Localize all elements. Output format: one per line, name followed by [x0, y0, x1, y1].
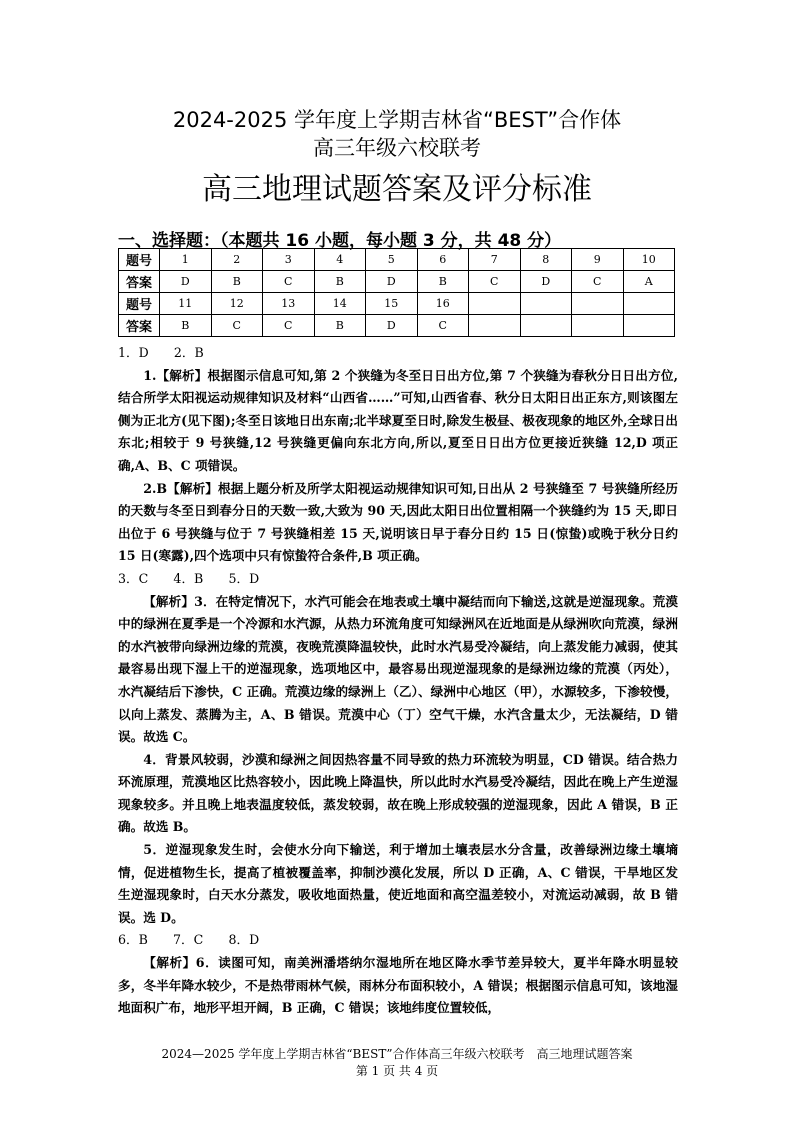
- row-label: 题号: [119, 293, 160, 315]
- answer-cell: D: [160, 271, 212, 293]
- answer-cell: [520, 315, 572, 337]
- question-number: [623, 293, 675, 315]
- question-number: 16: [417, 293, 469, 315]
- answer-cell: C: [263, 271, 315, 293]
- answer-table: [118, 248, 675, 337]
- explanation-1: 1.【解析】根据图示信息可知,第 2 个狭缝为冬至日日出方位,第 7 个狭缝为春秋分日日出方位,结合所学太阳视运动规律知识及材料“山西省……”可知,山西省春、秋分日太阳日出正东方,则该图左侧为正北方(见下图);冬至日该地日出东南;北半球夏至日时,除发生极昼、极夜现象的地区外,全球日出东北;相较于 9 号狭缝,12 号狭缝更偏向东北方向,所以,夏至日日出方位更接近狭缝 12,D 项正确,A、B、C 项错误。: [118, 367, 678, 473]
- table-row: [119, 293, 675, 315]
- question-number: 5: [366, 249, 418, 271]
- explanation-4: 4．背景风较弱，沙漠和绿洲之间因热容量不同导致的热力环流较为明显，CD 错误。结合热力环流原理，荒漠地区比热容较小，因此晚上降温快，所以此时水汽易受冷凝结，因此在晚上产生逆湿现象较多。并且晚上地表温度较低，蒸发较弱，故在晚上形成较强的逆湿现象，因此 A 错误，B 正确。故选 B。: [118, 751, 678, 835]
- answer-cell: C: [263, 315, 315, 337]
- question-number: 8: [520, 249, 572, 271]
- question-number: 6: [417, 249, 469, 271]
- answer-cell: [623, 315, 675, 337]
- question-number: [520, 293, 572, 315]
- answer-cell: C: [572, 271, 624, 293]
- answer-summary-1-2: 1．D 2．B: [118, 345, 204, 360]
- answer-cell: D: [366, 315, 418, 337]
- table-row: [119, 315, 675, 337]
- question-number: [469, 293, 521, 315]
- row-label: 答案: [119, 271, 160, 293]
- answer-cell: [469, 315, 521, 337]
- page-footer: [0, 1046, 794, 1080]
- answer-cell: B: [314, 271, 366, 293]
- table-row: [119, 271, 675, 293]
- question-number: 4: [314, 249, 366, 271]
- answer-summary-6-8: 6．B 7．C 8．D: [118, 932, 260, 948]
- answer-explanations: [118, 342, 678, 1020]
- page-title: 高三地理试题答案及评分标准: [202, 172, 592, 207]
- question-number: 3: [263, 249, 315, 271]
- explanation-2: 2.B【解析】根据上题分析及所学太阳视运动规律知识可知,日出从 2 号狭缝至 7 号狭缝所经历的天数与冬至日到春分日的天数一致,大致为 90 天,因此太阳日出位置相隔一个狭缝约为 15 天,即日出位于 6 号狭缝与位于 7 号狭缝相差 15 天,说明该日早于春分日约 15 日(惊蛰)或晚于秋分日约 15 日(寒露),四个选项中只有惊蛰符合条件,B 项正确。: [118, 480, 678, 564]
- row-label: 题号: [119, 249, 160, 271]
- question-number: 1: [160, 249, 212, 271]
- question-number: 11: [160, 293, 212, 315]
- explanation-3: 【解析】3．在特定情况下，水汽可能会在地表或土壤中凝结而向下输送,这就是逆湿现象。荒漠中的绿洲在夏季是一个冷源和水汽源，从热力环流角度可知绿洲风在近地面是从绿洲吹向荒漠，绿洲的水汽被带向绿洲边缘的荒漠，夜晚荒漠降温较快，此时水汽易受冷凝结，向上蒸发能力减弱，使其最容易出现下湿上干的逆湿现象，选项地区中，最容易出现逆湿现象的是绿洲边缘的荒漠（丙处），水汽凝结后下渗快，C 正确。荒漠边缘的绿洲上（乙）、绿洲中心地区（甲），水源较多，下渗较慢，以向上蒸发、蒸腾为主，A、B 错误。荒漠中心（丁）空气干燥，水汽含量太少，无法凝结，D 错误。故选 C。: [118, 593, 678, 745]
- page-number: 第 1 页 共 4 页: [355, 1064, 439, 1078]
- question-number: 2: [211, 249, 263, 271]
- question-number: 10: [623, 249, 675, 271]
- question-number: [572, 293, 624, 315]
- explanation-5: 5．逆湿现象发生时，会使水分向下输送，利于增加土壤表层水分含量，改善绿洲边缘土壤墒情，促进植物生长，提高了植被覆盖率，抑制沙漠化发展，所以 D 正确，A、C 错误，干旱地区发生逆湿现象时，白天水分蒸发，吸收地面热量，使近地面和高空温差较小，对流运动减弱，故 B 错误。选 D。: [118, 842, 678, 925]
- exam-title-line2: 高三年级六校联考: [313, 136, 481, 160]
- answer-summary-3-5: 3．C 4．B 5．D: [118, 570, 260, 586]
- row-label: 答案: [119, 315, 160, 337]
- answer-cell: A: [623, 271, 675, 293]
- question-number: 15: [366, 293, 418, 315]
- answer-cell: C: [469, 271, 521, 293]
- explanation-6: 【解析】6．读图可知，南美洲潘塔纳尔湿地所在地区降水季节差异较大，夏半年降水明显较多，冬半年降水较少，不是热带雨林气候，雨林分布面积较小，A 错误；根据图示信息可知，该地湿地面积广布，地形平坦开阔，B 正确，C 错误；该地纬度位置较低，: [118, 955, 678, 1016]
- table-row: [119, 249, 675, 271]
- footer-title: 2024—2025 学年度上学期吉林省“BEST”合作体高三年级六校联考 高三地理试题答案: [161, 1047, 633, 1061]
- answer-cell: B: [417, 271, 469, 293]
- answer-cell: D: [520, 271, 572, 293]
- answer-cell: B: [211, 271, 263, 293]
- answer-cell: B: [314, 315, 366, 337]
- answer-cell: C: [211, 315, 263, 337]
- question-number: 12: [211, 293, 263, 315]
- answer-cell: D: [366, 271, 418, 293]
- question-number: 13: [263, 293, 315, 315]
- answer-cell: B: [160, 315, 212, 337]
- exam-title-line1: 2024-2025 学年度上学期吉林省“BEST”合作体: [172, 108, 622, 132]
- section-heading: 一、选择题：（本题共 16 小题，每小题 3 分，共 48 分）: [118, 231, 562, 251]
- question-number: 9: [572, 249, 624, 271]
- answer-cell: C: [417, 315, 469, 337]
- question-number: 14: [314, 293, 366, 315]
- answer-cell: [572, 315, 624, 337]
- question-number: 7: [469, 249, 521, 271]
